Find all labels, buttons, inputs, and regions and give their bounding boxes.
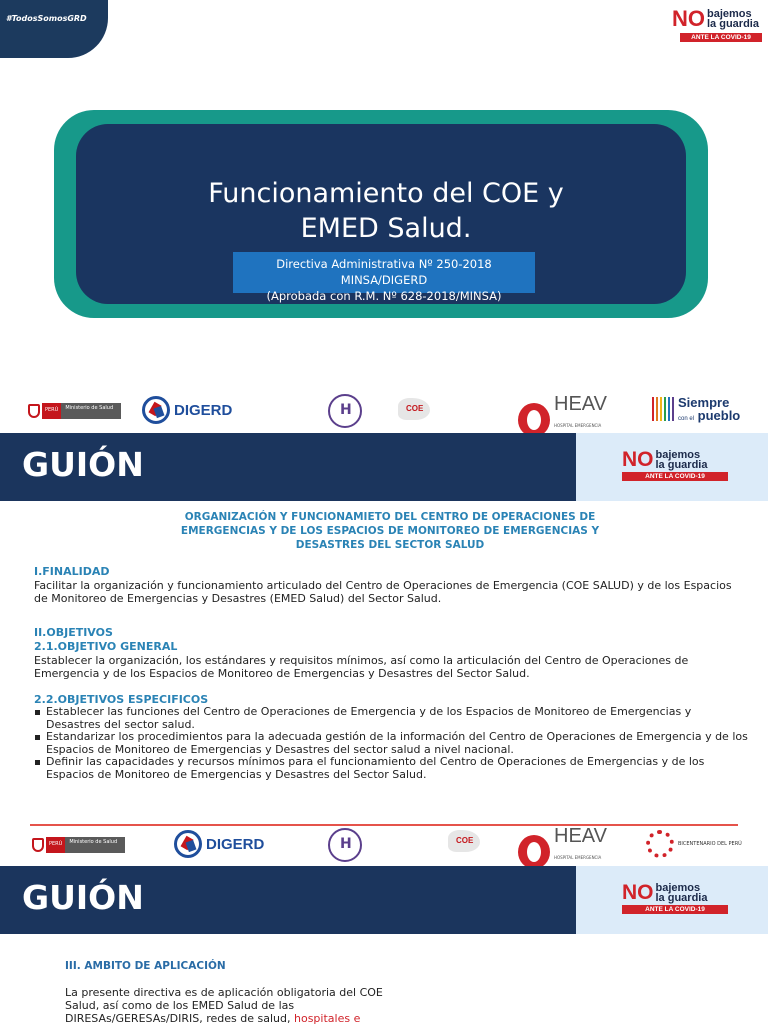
siempre-bars-icon [652, 397, 674, 421]
digerd-emblem-icon [142, 396, 170, 424]
siempre-small: con el [678, 416, 695, 422]
list-item: Establecer las funciones del Centro de Operaciones de Emergencia y de los Espacios de Monitoreo de Emergencias y Desastres del sector salud. [34, 706, 748, 731]
list-item: Definir las capacidades y recursos mínimos para el funcionamiento del Centro de Operaciones de Emergencias y de los Espacios de Monitoreo de Emergencias y Desastres del Sector Salud. [34, 756, 748, 781]
heading-line3: DESASTRES DEL SECTOR SALUD [295, 539, 485, 551]
logo-no: NO [622, 448, 654, 471]
ambito-text-main: La presente directiva es de aplicación obligatoria del COE Salud, así como de los EMED Salud de las DIRESAs/GERESAs/DIRIS, redes de salud, [65, 986, 383, 1024]
heading-line2: EMERGENCIAS Y DE LOS ESPACIOS DE MONITOREO DE EMERGENCIAS Y [180, 525, 600, 537]
slide-title-line1: Funcionamiento del COE y [208, 178, 564, 209]
logo-line2: la guardia [655, 892, 708, 905]
logo-bar: ANTE LA COVID-19 [622, 905, 728, 914]
hospital-seal-icon [328, 394, 362, 428]
logo-strip-top [0, 388, 768, 438]
hospital-seal-icon [328, 828, 362, 862]
slide-title-line2: EMED Salud. [300, 213, 472, 244]
peru-label: PERÚ [42, 403, 61, 419]
ambito-title: III. AMBITO DE APLICACIÓN [65, 960, 226, 972]
heav-sub1: HOSPITAL EMERGENCIA [554, 855, 602, 860]
heav-label: HEAV [554, 825, 607, 847]
objetivo-general-text: Establecer la organización, los estándares y requisitos mínimos, así como la articulación del Centro de Operaciones de Emergencia y de los Espacios de Monitoreo de Emergencias y Desastres del Sector Salud. [34, 654, 689, 680]
logo-strip-bottom [0, 820, 768, 870]
hashtag-badge [0, 0, 108, 58]
logo-line1: bajemos [707, 8, 752, 20]
siempre-line2: pueblo [697, 408, 741, 423]
siempre-line1: Siempre [678, 395, 730, 410]
logo-line2: la guardia [655, 459, 708, 472]
peru-shield-icon [28, 404, 40, 418]
bicentenario-label: BICENTENARIO DEL PERÚ [678, 840, 742, 847]
ambito-text [65, 986, 400, 1024]
logo-line1: bajemos [655, 449, 701, 461]
minsa-logo [32, 836, 125, 854]
logo-words [656, 883, 708, 904]
heav-sub1: HOSPITAL EMERGENCIA [554, 423, 602, 428]
siempre-text [678, 396, 740, 422]
logo-no: NO [622, 881, 654, 904]
no-bajemos-la-guardia-logo [622, 881, 732, 913]
guion-title: GUIÓN [22, 445, 144, 484]
list-item: Estandarizar los procedimientos para la adecuada gestión de la información del Centro de Operaciones de Emergencia y de los Espacios de Monitoreo de Emergencias y Desastres del sector salud a nivel nacional. [34, 731, 748, 756]
slide-title [76, 176, 696, 246]
directiva-line2: (Aprobada con R.M. Nº 628-2018/MINSA) [266, 289, 502, 303]
minsa-label: Ministerio de Salud [61, 403, 121, 419]
ambito-text-highlight: hospitales e [294, 1012, 361, 1024]
coe-label: COE [456, 836, 474, 845]
minsa-logo [28, 402, 121, 420]
bicentenario-sun-icon [646, 830, 674, 858]
logo-words [707, 9, 759, 30]
digerd-emblem-icon [174, 830, 202, 858]
digerd-logo [174, 830, 264, 858]
logo-bar: ANTE LA COVID-19 [622, 472, 728, 481]
logo-line1: bajemos [655, 882, 701, 894]
no-bajemos-la-guardia-logo [622, 448, 732, 480]
heav-emblem-icon [518, 403, 550, 437]
objetivos-especificos-title: 2.2.OBJETIVOS ESPECIFICOS [34, 693, 209, 706]
digerd-label: DIGERD [174, 401, 233, 419]
heading-line1: ORGANIZACIÓN Y FUNCIONAMIETO DEL CENTRO DE OPERACIONES DE [184, 511, 596, 523]
objetivo-general-title: 2.1.OBJETIVO GENERAL [34, 640, 178, 653]
finalidad-text: Facilitar la organización y funcionamiento articulado del Centro de Operaciones de Emergencia (COE SALUD) y de los Espacios de Monitoreo de Emergencias y Desastres (EMED Salud) del Sector Salud. [34, 579, 732, 605]
siempre-con-el-pueblo-logo [652, 396, 740, 422]
digerd-logo [142, 396, 232, 424]
directiva-line1: Directiva Administrativa Nº 250-2018 MINSA/DIGERD [276, 257, 492, 287]
coe-salud-logo [448, 830, 484, 854]
guion-bar [0, 433, 576, 501]
guion-bar [0, 866, 576, 934]
logo-bar: ANTE LA COVID-19 [680, 33, 762, 42]
digerd-label: DIGERD [206, 835, 265, 853]
document-heading [140, 510, 640, 552]
minsa-label: Ministerio de Salud [65, 837, 125, 853]
peru-label: PERÚ [46, 837, 65, 853]
peru-shield-icon [32, 838, 44, 852]
bicentenario-logo [646, 830, 742, 858]
coe-label: COE [406, 404, 424, 413]
finalidad-title: I.FINALIDAD [34, 565, 110, 578]
objetivos-especificos-list [34, 706, 748, 782]
coe-salud-logo [398, 398, 434, 422]
logo-words [656, 450, 708, 471]
no-bajemos-la-guardia-logo [672, 6, 762, 41]
logo-line2: la guardia [707, 18, 759, 31]
hashtag-text: #TodosSomosGRD [6, 14, 87, 23]
guion-title: GUIÓN [22, 878, 144, 917]
heav-label: HEAV [554, 393, 607, 415]
objetivos-title: II.OBJETIVOS [34, 626, 113, 639]
logo-no: NO [672, 6, 705, 31]
directiva-box [233, 252, 535, 303]
heav-emblem-icon [518, 835, 550, 869]
